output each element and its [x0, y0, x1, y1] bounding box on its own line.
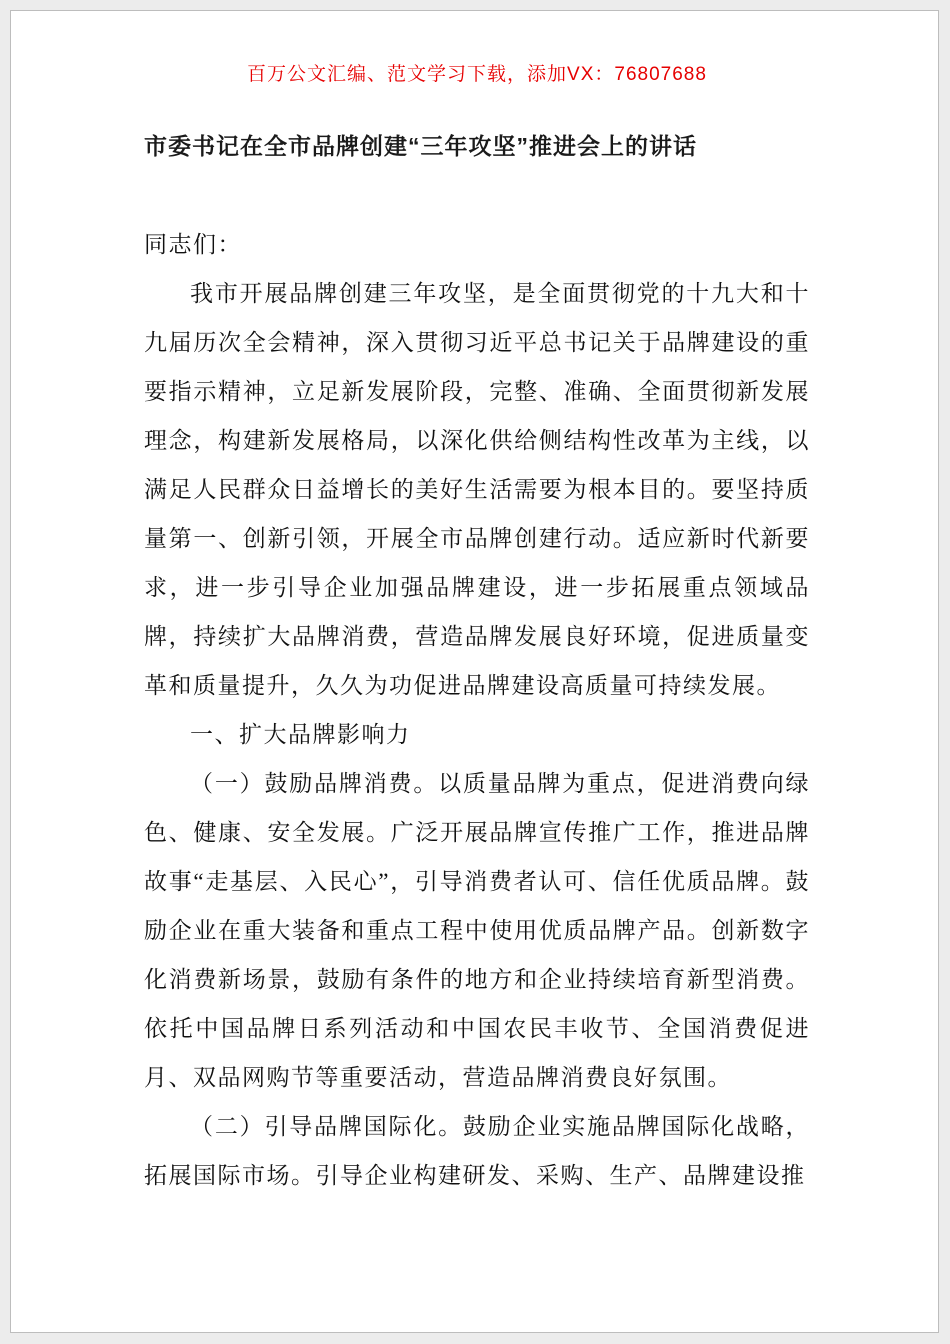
body-paragraph-item-2: （二）引导品牌国际化。鼓励企业实施品牌国际化战略，拓展国际市场。引导企业构建研发、采购、生产、品牌建设推 — [144, 1114, 810, 1188]
section-heading-1: 一、扩大品牌影响力 — [190, 722, 411, 747]
salutation-paragraph: 同志们： — [144, 232, 242, 257]
document-page — [10, 10, 939, 1333]
document-title: 市委书记在全市品牌创建“三年攻坚”推进会上的讲话 — [144, 133, 697, 159]
body-paragraph-intro: 我市开展品牌创建三年攻坚，是全面贯彻党的十九大和十九届历次全会精神，深入贯彻习近平总书记关于品牌建设的重要指示精神，立足新发展阶段，完整、准确、全面贯彻新发展理念，构建新发展格局，以深化供给侧结构性改革为主线，以满足人民群众日益增长的美好生活需要为根本目的。要坚持质量第一、创新引领，开展全市品牌创建行动。适应新时代新要求，进一步引导企业加强品牌建设，进一步拓展重点领域品牌，持续扩大品牌消费，营造品牌发展良好环境，促进质量变革和质量提升，久久为功促进品牌建设高质量可持续发展。 — [144, 281, 810, 698]
promo-notice-text: 百万公文汇编、范文学习下载，添加VX：76807688 — [247, 64, 707, 85]
body-paragraph-item-1: （一）鼓励品牌消费。以质量品牌为重点，促进消费向绿色、健康、安全发展。广泛开展品牌宣传推广工作，推进品牌故事“走基层、入民心”，引导消费者认可、信任优质品牌。鼓励企业在重大装备和重点工程中使用优质品牌产品。创新数字化消费新场景，鼓励有条件的地方和企业持续培育新型消费。依托中国品牌日系列活动和中国农民丰收节、全国消费促进月、双品网购节等重要活动，营造品牌消费良好氛围。 — [144, 771, 810, 1090]
